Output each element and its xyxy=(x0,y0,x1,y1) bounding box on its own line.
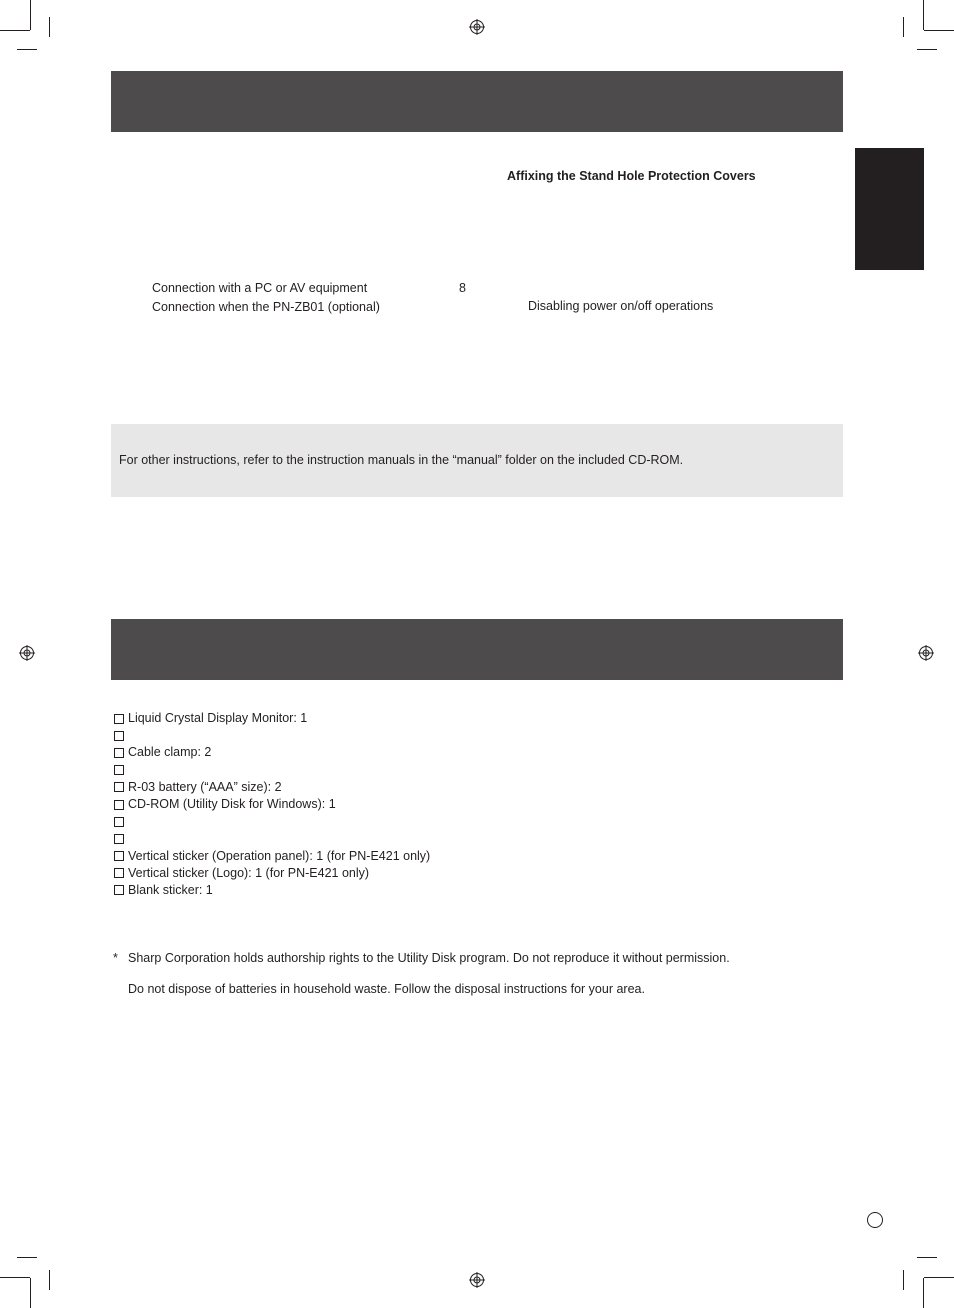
footnote-copyright: Sharp Corporation holds authorship rights to the Utility Disk program. Do not reproduce it without permission. xyxy=(128,951,730,965)
checkbox-square-icon xyxy=(114,748,124,758)
contents-header-band xyxy=(111,71,843,132)
list-item xyxy=(114,762,430,779)
checkbox-square-icon xyxy=(114,765,124,775)
language-side-tab xyxy=(855,148,924,270)
crop-mark xyxy=(923,0,924,30)
list-item-label: Cable clamp: 2 xyxy=(128,745,212,760)
registration-mark-icon xyxy=(918,645,934,661)
instructions-note-box xyxy=(111,424,843,497)
checkbox-square-icon xyxy=(114,800,124,810)
toc-item-pc-av-page: 8 xyxy=(459,281,466,295)
supplied-components-list xyxy=(114,710,430,899)
checkbox-square-icon xyxy=(114,782,124,792)
list-item-label: Vertical sticker (Operation panel): 1 (for PN-E421 only) xyxy=(128,848,431,863)
registration-mark-icon xyxy=(469,19,485,35)
list-item xyxy=(114,830,430,847)
crop-mark xyxy=(0,30,30,31)
list-item-label: Liquid Crystal Display Monitor: 1 xyxy=(128,711,308,725)
registration-mark-icon xyxy=(469,1272,485,1288)
checkbox-square-icon xyxy=(114,885,124,895)
list-item xyxy=(114,882,430,899)
crop-mark xyxy=(917,1257,937,1258)
crop-mark xyxy=(30,1278,31,1308)
crop-mark xyxy=(923,1278,924,1308)
toc-item-pc-av: Connection with a PC or AV equipment xyxy=(152,281,368,295)
crop-mark xyxy=(0,1277,30,1278)
crop-mark xyxy=(903,17,904,37)
list-item-label: Vertical sticker (Logo): 1 (for PN-E421 only) xyxy=(128,865,370,880)
crop-mark xyxy=(17,49,37,50)
crop-mark xyxy=(903,1270,904,1290)
list-item-label: Blank sticker: 1 xyxy=(128,882,213,897)
list-item xyxy=(114,727,430,744)
supplied-components-header-band xyxy=(111,619,843,680)
crop-mark xyxy=(49,1270,50,1290)
list-item xyxy=(114,813,430,830)
list-item-label: CD-ROM (Utility Disk for Windows): 1 xyxy=(128,796,336,811)
toc-item-zb01: Connection when the PN-ZB01 (optional) xyxy=(152,300,380,314)
list-item xyxy=(114,865,430,882)
footnote-asterisk: * xyxy=(113,951,118,965)
checkbox-square-icon xyxy=(114,868,124,878)
crop-mark xyxy=(49,17,50,37)
list-item xyxy=(114,848,430,865)
list-item xyxy=(114,744,430,761)
list-item xyxy=(114,710,430,727)
crop-mark xyxy=(17,1257,37,1258)
checkbox-square-icon xyxy=(114,834,124,844)
crop-mark xyxy=(924,1277,954,1278)
instructions-note-text: For other instructions, refer to the instruction manuals in the “manual” folder on the included CD-ROM. xyxy=(119,453,684,467)
crop-mark xyxy=(30,0,31,30)
registration-mark-icon xyxy=(19,645,35,661)
list-item xyxy=(114,796,430,813)
toc-heading-stand-hole-covers: Affixing the Stand Hole Protection Covers xyxy=(507,169,756,183)
list-item xyxy=(114,779,430,796)
list-item-label: R-03 battery (“AAA” size): 2 xyxy=(128,779,282,794)
checkbox-square-icon xyxy=(114,731,124,741)
checkbox-square-icon xyxy=(114,714,124,724)
crop-mark xyxy=(917,49,937,50)
toc-item-disable-power: Disabling power on/off operations xyxy=(528,299,714,313)
footnote-battery-disposal: Do not dispose of batteries in household waste. Follow the disposal instructions for your area. xyxy=(128,982,645,996)
page-number-circle xyxy=(867,1212,883,1228)
crop-mark xyxy=(924,30,954,31)
checkbox-square-icon xyxy=(114,817,124,827)
checkbox-square-icon xyxy=(114,851,124,861)
